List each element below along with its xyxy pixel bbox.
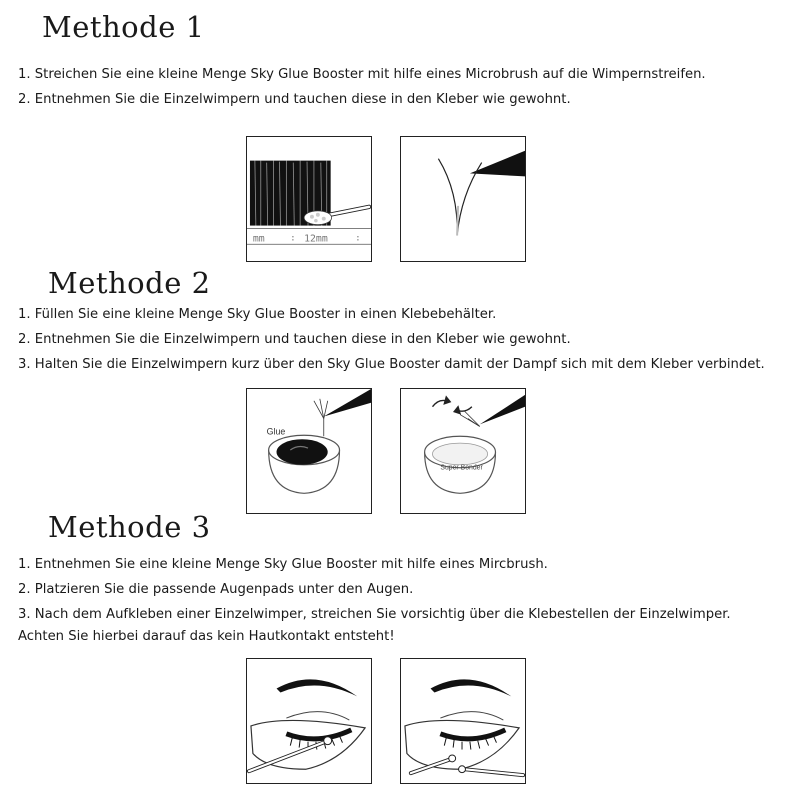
method-1-steps: [18, 62, 706, 112]
method-3-figure-eye-right: [400, 658, 526, 784]
method-2-figure-glue-dip: [246, 388, 372, 514]
closed-eye-microbrush-illustration: [247, 659, 371, 783]
method-3-steps: [18, 552, 731, 627]
method-2-step-3: 3. Halten Sie die Einzelwimpern kurz über den Sky Glue Booster damit der Dampf sich mit dem Kleber verbindet.: [18, 357, 765, 372]
tweezers: [480, 395, 525, 425]
super-bonder-label: Super Bonder: [440, 464, 483, 472]
glue-container-dip-illustration: [247, 389, 371, 513]
method-1-step-2: 2. Entnehmen Sie die Einzelwimpern und tauchen diese in den Kleber wie gewohnt.: [18, 92, 571, 107]
method-3-step-1: 1. Entnehmen Sie eine kleine Menge Sky Glue Booster mit hilfe eines Mircbrush.: [18, 557, 548, 572]
tweezers-single-lash-illustration: [401, 137, 525, 261]
eyebrow: [277, 679, 358, 696]
method-1-figure-tweezers: [400, 136, 526, 262]
lash-strip-microbrush-illustration: [247, 137, 371, 261]
glue-container: [269, 435, 340, 493]
lash-fan: [460, 411, 480, 427]
method-3-heading: Methode 3: [48, 510, 211, 544]
eyelid: [286, 712, 349, 720]
tweezers: [324, 389, 371, 417]
closed-eye-two-microbrushes-illustration: [401, 659, 525, 783]
method-3-step-2: 2. Platzieren Sie die passende Augenpads unter den Augen.: [18, 582, 414, 597]
ruler-label-mm: mm: [252, 233, 265, 245]
method-1-step-1: 1. Streichen Sie eine kleine Menge Sky Glue Booster mit hilfe eines Microbrush auf die Wimpernstreifen.: [18, 67, 706, 82]
svg-text::: :: [355, 233, 361, 244]
eyebrow: [431, 679, 512, 696]
eyelid: [440, 712, 503, 720]
method-3-warning-note: Achten Sie hierbei darauf das kein Hautkontakt entsteht!: [18, 629, 395, 644]
ruler-label-12mm: 12mm: [304, 233, 328, 245]
lash-fan: [314, 399, 328, 436]
rotate-arrows-icon: [432, 397, 471, 414]
method-1-heading: Methode 1: [42, 10, 205, 44]
method-2-step-2: 2. Entnehmen Sie die Einzelwimpern und tauchen diese in den Kleber wie gewohnt.: [18, 332, 571, 347]
booster-steam-illustration: [401, 389, 525, 513]
svg-text::: :: [290, 233, 296, 244]
single-lash: [438, 159, 481, 236]
method-2-figure-booster-steam: [400, 388, 526, 514]
ruler: [247, 229, 371, 245]
method-2-heading: Methode 2: [48, 266, 211, 300]
method-2-steps: [18, 302, 765, 377]
method-1-figure-lash-strip: [246, 136, 372, 262]
method-2-step-1: 1. Füllen Sie eine kleine Menge Sky Glue Booster in einen Klebebehälter.: [18, 307, 497, 322]
method-3-figure-eye-left: [246, 658, 372, 784]
glue-label: Glue: [266, 426, 286, 437]
tweezers: [470, 151, 525, 177]
method-3-step-3: 3. Nach dem Aufkleben einer Einzelwimper, streichen Sie vorsichtig über die Klebestellen der Einzelwimper.: [18, 607, 731, 622]
